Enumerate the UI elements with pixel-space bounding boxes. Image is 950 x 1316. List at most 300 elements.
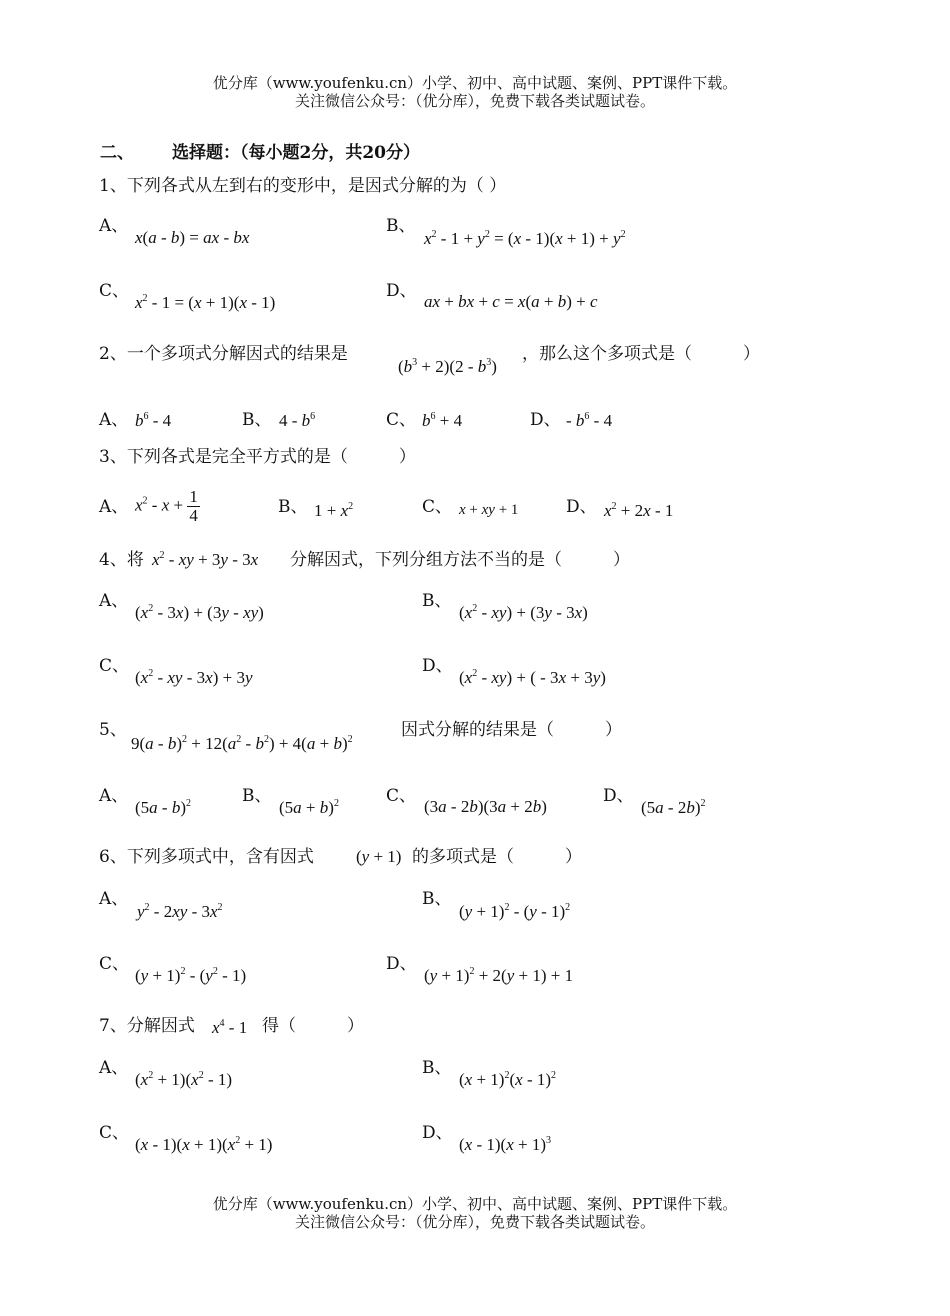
math-text: ( xyxy=(135,966,141,985)
q1-label-b: B、 xyxy=(386,216,416,236)
math-variable: b xyxy=(319,798,329,817)
q2-label-b: B、 xyxy=(242,410,272,430)
math-text: - 1)( xyxy=(148,1135,183,1154)
math-variable: xy xyxy=(243,603,259,622)
math-text: + 12( xyxy=(187,734,228,753)
math-text: - 1 xyxy=(650,501,674,520)
math-exponent: 2 xyxy=(700,798,706,809)
q5-label-c: C、 xyxy=(386,786,417,806)
math-variable: bx xyxy=(233,228,250,247)
q1-label-a: A、 xyxy=(99,216,129,236)
math-text: + 1)( xyxy=(201,293,240,312)
q4-stem-post: 分解因式，下列分组方法不当的是（ ） xyxy=(290,550,630,570)
math-text: - 2 xyxy=(149,902,173,921)
math-variable: xy xyxy=(481,502,495,518)
math-text: - ( xyxy=(185,966,206,985)
q1-option-b xyxy=(424,229,626,249)
math-variable: x xyxy=(152,550,160,569)
math-variable: b xyxy=(469,797,478,816)
math-text: ( xyxy=(525,292,532,311)
math-variable: b xyxy=(333,734,342,753)
math-variable: x xyxy=(340,501,349,520)
math-exponent: 2 xyxy=(142,495,148,507)
math-text: - 1)( xyxy=(472,1135,507,1154)
section-number: 二、 xyxy=(100,143,134,163)
math-variable: b xyxy=(301,411,311,430)
q7-option-c xyxy=(135,1135,272,1155)
q2-option-c xyxy=(422,411,462,431)
math-text: ( xyxy=(135,668,141,687)
q5-option-b xyxy=(279,798,339,818)
math-exponent: 2 xyxy=(333,798,339,809)
math-variable: x xyxy=(161,495,170,515)
math-variable: x xyxy=(140,1135,149,1154)
q5-label-a: A、 xyxy=(99,786,129,806)
math-variable: b xyxy=(477,357,487,376)
math-variable: y xyxy=(544,603,552,622)
math-exponent: 3 xyxy=(546,1135,551,1146)
math-text: + 1) xyxy=(369,847,402,866)
math-text: = ( xyxy=(489,229,514,248)
math-variable: x xyxy=(424,229,432,248)
q7-option-d xyxy=(459,1135,551,1155)
math-variable: b xyxy=(255,734,264,753)
math-exponent: 2 xyxy=(159,550,165,561)
math-exponent: 2 xyxy=(144,902,150,913)
math-exponent: 2 xyxy=(198,1070,204,1081)
math-exponent: 2 xyxy=(186,798,192,809)
math-variable: xy xyxy=(491,603,507,622)
math-text: (5 xyxy=(641,798,656,817)
q3-option-a xyxy=(135,488,200,525)
q3-label-d: D、 xyxy=(566,497,597,517)
math-text: + 3 xyxy=(566,668,593,687)
math-variable: a xyxy=(306,734,316,753)
math-text: - 1 xyxy=(224,1018,248,1037)
math-text: ) xyxy=(258,603,264,622)
math-text: ( xyxy=(142,228,149,247)
math-text: ) + 4( xyxy=(268,734,307,753)
math-variable: bx xyxy=(458,292,475,311)
q5-stem-pre: 5、 xyxy=(99,720,127,740)
math-text: + 2 xyxy=(616,501,644,520)
math-exponent: 2 xyxy=(182,734,188,745)
math-text: ( xyxy=(398,357,404,376)
math-variable: x xyxy=(506,1135,514,1154)
math-text: + xyxy=(315,734,334,753)
math-text: + 1) xyxy=(240,1135,273,1154)
math-variable: x xyxy=(464,1070,473,1089)
math-variable: xy xyxy=(178,550,194,569)
math-variable: b xyxy=(686,798,695,817)
header-line-1: 优分库（www.youfenku.cn）小学、初中、高中试题、案例、PPT课件下载。 xyxy=(212,74,738,92)
q4-label-d: D、 xyxy=(422,656,453,676)
math-text: ) xyxy=(694,798,701,817)
math-text: ) xyxy=(176,734,183,753)
math-text: + 1) + xyxy=(562,229,614,248)
math-variable: a xyxy=(438,797,447,816)
q3-stem: 3、下列各式是完全平方式的是（ ） xyxy=(99,447,416,467)
section-title: 选择题：（每小题2分，共20分） xyxy=(172,143,420,163)
math-variable: a xyxy=(227,734,237,753)
math-variable: y xyxy=(464,902,473,921)
math-variable: y xyxy=(613,229,621,248)
q4-label-b: B、 xyxy=(422,591,452,611)
math-variable: b xyxy=(422,411,431,430)
math-text: ) xyxy=(180,798,187,817)
q3-option-d xyxy=(604,501,673,521)
math-variable: x xyxy=(239,293,247,312)
math-variable: b xyxy=(135,411,144,430)
math-text: + 1) xyxy=(472,1070,505,1089)
math-text: - xyxy=(477,603,492,622)
q6-label-c: C、 xyxy=(99,954,130,974)
math-variable: y xyxy=(361,847,370,866)
math-variable: x xyxy=(555,229,563,248)
q2-option-a xyxy=(135,411,171,431)
math-text: + 1 xyxy=(494,502,519,518)
math-text: - xyxy=(566,411,576,430)
math-text: (5 xyxy=(135,798,150,817)
footer-line-2: 关注微信公众号：（优分库），免费下载各类试题试卷。 xyxy=(294,1213,655,1231)
q3-label-a: A、 xyxy=(99,497,129,517)
math-text: ( xyxy=(356,847,362,866)
q3-a-fraction xyxy=(187,488,200,525)
q3-option-b xyxy=(314,501,353,521)
math-exponent: 2 xyxy=(347,734,353,745)
math-text: (3 xyxy=(424,797,439,816)
q7-label-d: D、 xyxy=(422,1123,453,1143)
math-variable: x xyxy=(558,668,567,687)
q5-stem-post: 因式分解的结果是（ ） xyxy=(401,720,622,740)
math-text: ( xyxy=(459,668,465,687)
math-exponent: 6 xyxy=(430,411,436,422)
math-variable: ax xyxy=(424,292,441,311)
q5-label-d: D、 xyxy=(603,786,634,806)
math-variable: y xyxy=(220,550,228,569)
math-variable: x xyxy=(135,293,143,312)
math-text: - xyxy=(164,550,179,569)
math-text: - xyxy=(153,668,168,687)
math-variable: x xyxy=(604,501,612,520)
math-text: ( xyxy=(459,902,465,921)
math-text: - xyxy=(477,668,492,687)
math-exponent: 2 xyxy=(472,668,478,679)
math-text: ( xyxy=(459,603,465,622)
q2-stem-post: ，那么这个多项式是（ ） xyxy=(522,344,760,364)
math-text: - xyxy=(241,734,256,753)
math-variable: y xyxy=(477,229,485,248)
math-text: = xyxy=(499,292,518,311)
math-exponent: 2 xyxy=(565,902,571,913)
q4-label-a: A、 xyxy=(99,591,129,611)
math-text: - 4 xyxy=(589,411,613,430)
math-variable: x xyxy=(182,1135,190,1154)
math-variable: b xyxy=(403,357,413,376)
math-variable: a xyxy=(531,292,540,311)
math-text: + 1) xyxy=(437,966,470,985)
q7-label-c: C、 xyxy=(99,1123,130,1143)
math-exponent: 2 xyxy=(263,734,269,745)
math-text: - xyxy=(228,603,244,622)
math-variable: xy xyxy=(491,668,507,687)
math-variable: xy xyxy=(167,668,183,687)
math-text: - 1) xyxy=(522,1070,552,1089)
math-exponent: 2 xyxy=(148,668,154,679)
math-exponent: 4 xyxy=(219,1018,225,1029)
math-text: ( xyxy=(509,1070,516,1089)
math-text: - 1)( xyxy=(521,229,556,248)
q1-option-c xyxy=(135,293,275,313)
q4-label-c: C、 xyxy=(99,656,130,676)
math-text: ) xyxy=(491,357,497,376)
math-exponent: 3 xyxy=(486,357,492,368)
math-exponent: 2 xyxy=(148,1070,154,1081)
math-variable: b xyxy=(170,228,180,247)
math-text: ( xyxy=(459,1135,465,1154)
q6-stem-post: 的多项式是（ ） xyxy=(412,847,582,867)
math-variable: b xyxy=(557,292,567,311)
q5-label-b: B、 xyxy=(242,786,272,806)
math-exponent: 2 xyxy=(504,1070,510,1081)
q3-label-b: B、 xyxy=(278,497,308,517)
math-exponent: 2 xyxy=(180,966,186,977)
math-text: - xyxy=(156,228,171,247)
math-text: + xyxy=(301,798,320,817)
math-text: 1 + xyxy=(314,501,341,520)
math-text: + 4 xyxy=(435,411,463,430)
math-variable: y xyxy=(592,668,601,687)
math-variable: x xyxy=(515,1070,523,1089)
math-text: - xyxy=(153,734,168,753)
q3-label-c: C、 xyxy=(422,497,453,517)
math-variable: xy xyxy=(172,902,188,921)
math-variable: x xyxy=(517,292,526,311)
math-variable: x xyxy=(209,902,218,921)
math-variable: y xyxy=(244,668,253,687)
math-text: ) + (3 xyxy=(506,603,545,622)
math-text: ) + xyxy=(566,292,590,311)
q2-label-a: A、 xyxy=(99,410,129,430)
q2-expression xyxy=(398,357,497,377)
q4-option-b xyxy=(459,603,588,623)
math-variable: a xyxy=(149,798,158,817)
math-variable: x xyxy=(464,603,473,622)
q2-stem-pre: 2、一个多项式分解因式的结果是 xyxy=(99,344,348,364)
math-text: ( xyxy=(135,1070,141,1089)
math-variable: x xyxy=(212,1018,220,1037)
math-text: - 2 xyxy=(663,798,687,817)
math-exponent: 2 xyxy=(142,293,148,304)
math-variable: x xyxy=(140,1070,149,1089)
math-variable: x xyxy=(227,1135,236,1154)
header-line-2: 关注微信公众号：（优分库），免费下载各类试题试卷。 xyxy=(294,92,655,110)
math-exponent: 2 xyxy=(611,501,617,512)
math-variable: c xyxy=(589,292,598,311)
math-variable: ax xyxy=(203,228,220,247)
math-text: 4 xyxy=(189,506,198,525)
math-variable: x xyxy=(193,293,202,312)
math-variable: x xyxy=(574,603,583,622)
math-variable: x xyxy=(140,668,149,687)
math-text: + 1)( xyxy=(153,1070,192,1089)
q2-option-d xyxy=(566,411,612,431)
q1-option-d xyxy=(424,292,598,312)
math-exponent: 2 xyxy=(469,966,475,977)
math-variable: x xyxy=(464,668,473,687)
math-exponent: 2 xyxy=(504,902,510,913)
q4-stem-pre: 4、将 xyxy=(99,550,144,570)
q1-label-c: C、 xyxy=(99,281,130,301)
math-text: - xyxy=(147,495,162,515)
math-variable: b xyxy=(167,734,177,753)
math-variable: x xyxy=(205,668,213,687)
q7-label-a: A、 xyxy=(99,1058,129,1078)
q1-label-d: D、 xyxy=(386,281,417,301)
q5-option-c xyxy=(424,797,547,817)
math-text: - 3 xyxy=(187,902,210,921)
math-text: - 3 xyxy=(227,550,251,569)
math-text: - 3 xyxy=(153,603,176,622)
math-text: - 3 xyxy=(182,668,206,687)
math-text: - 2 xyxy=(446,797,470,816)
q1-stem: 1、下列各式从左到右的变形中，是因式分解的为（ ） xyxy=(99,176,507,196)
math-text: - 1 + xyxy=(436,229,478,248)
math-exponent: 2 xyxy=(217,902,223,913)
q4-option-c xyxy=(135,668,253,688)
math-text: (5 xyxy=(279,798,294,817)
math-variable: x xyxy=(643,501,651,520)
math-variable: y xyxy=(205,966,213,985)
math-variable: y xyxy=(506,966,515,985)
q3-option-c xyxy=(459,500,518,520)
math-text: ) xyxy=(341,734,348,753)
q4-option-d xyxy=(459,668,606,688)
q6-label-a: A、 xyxy=(99,889,129,909)
q4-option-a xyxy=(135,603,264,623)
math-text: ) = xyxy=(179,228,204,247)
math-exponent: 2 xyxy=(431,229,437,240)
q7-stem-pre: 7、分解因式 xyxy=(99,1016,195,1036)
math-text: 1 xyxy=(189,487,198,506)
math-variable: a xyxy=(293,798,302,817)
math-text: ) xyxy=(541,797,547,816)
math-variable: y xyxy=(529,902,537,921)
math-text: ( xyxy=(135,1135,141,1154)
math-text: - ( xyxy=(509,902,530,921)
math-text: + 1)( xyxy=(189,1135,228,1154)
math-variable: y xyxy=(221,603,229,622)
math-text: - 1) xyxy=(203,1070,233,1089)
math-text: - 1 = ( xyxy=(147,293,194,312)
math-exponent: 3 xyxy=(412,357,418,368)
math-text: + xyxy=(465,502,482,518)
q7-option-b xyxy=(459,1070,556,1090)
math-variable: y xyxy=(137,902,145,921)
math-text: - 1) xyxy=(217,966,247,985)
math-text: + 2( xyxy=(474,966,507,985)
math-variable: a xyxy=(655,798,664,817)
math-exponent: 2 xyxy=(236,734,242,745)
math-variable: b xyxy=(532,797,542,816)
math-text: - 1) xyxy=(246,293,276,312)
q2-option-b xyxy=(279,411,315,431)
math-text: + 2 xyxy=(506,797,533,816)
math-exponent: 2 xyxy=(484,229,490,240)
math-text: + xyxy=(169,495,188,515)
math-text: - 4 xyxy=(148,411,172,430)
math-variable: b xyxy=(171,798,181,817)
math-text: + xyxy=(539,292,558,311)
math-text: ) + (3 xyxy=(183,603,222,622)
math-text: )(3 xyxy=(477,797,498,816)
math-exponent: 2 xyxy=(348,501,354,512)
q6-expression xyxy=(356,847,401,867)
math-exponent: 2 xyxy=(212,966,218,977)
math-variable: x xyxy=(135,495,143,515)
math-exponent: 2 xyxy=(235,1135,241,1146)
q2-label-c: C、 xyxy=(386,410,417,430)
q5-option-d xyxy=(641,798,706,818)
math-text: ) xyxy=(600,668,606,687)
q4-expression xyxy=(152,550,258,570)
footer-line-1: 优分库（www.youfenku.cn）小学、初中、高中试题、案例、PPT课件下载。 xyxy=(212,1195,738,1213)
math-variable: y xyxy=(140,966,149,985)
math-variable: x xyxy=(140,603,149,622)
math-text: + xyxy=(440,292,459,311)
q5-expression xyxy=(131,734,353,754)
math-text: ) xyxy=(328,798,334,817)
math-variable: x xyxy=(513,229,522,248)
math-variable: x xyxy=(464,1135,473,1154)
q7-stem-post: 得（ ） xyxy=(262,1016,364,1036)
math-text: ) + ( - 3 xyxy=(506,668,559,687)
q6-option-a xyxy=(137,902,223,922)
math-exponent: 6 xyxy=(143,411,149,422)
math-exponent: 6 xyxy=(584,411,590,422)
math-variable: c xyxy=(492,292,500,311)
math-variable: y xyxy=(429,966,438,985)
q6-option-c xyxy=(135,966,246,986)
q1-option-a xyxy=(135,228,249,248)
math-text: + 3 xyxy=(193,550,221,569)
q6-stem-pre: 6、下列多项式中，含有因式 xyxy=(99,847,314,867)
math-variable: b xyxy=(575,411,585,430)
q6-label-b: B、 xyxy=(422,889,452,909)
math-text: 9( xyxy=(131,734,146,753)
q7-label-b: B、 xyxy=(422,1058,452,1078)
math-text: ( xyxy=(424,966,430,985)
q6-option-d xyxy=(424,966,573,986)
math-variable: a xyxy=(148,228,157,247)
q6-option-b xyxy=(459,902,570,922)
math-text: ( xyxy=(459,1070,465,1089)
math-text: - xyxy=(219,228,234,247)
math-text: + 1) xyxy=(472,902,505,921)
math-text: - 1) xyxy=(536,902,566,921)
math-text: + 1) xyxy=(148,966,181,985)
math-exponent: 2 xyxy=(551,1070,557,1081)
q7-expression xyxy=(212,1018,247,1038)
math-text: ( xyxy=(135,603,141,622)
math-variable: x xyxy=(250,550,259,569)
q7-option-a xyxy=(135,1070,232,1090)
math-text: + 1) xyxy=(513,1135,546,1154)
math-variable: a xyxy=(145,734,154,753)
math-text: + 1) + 1 xyxy=(514,966,574,985)
q5-option-a xyxy=(135,798,191,818)
math-variable: x xyxy=(175,603,184,622)
